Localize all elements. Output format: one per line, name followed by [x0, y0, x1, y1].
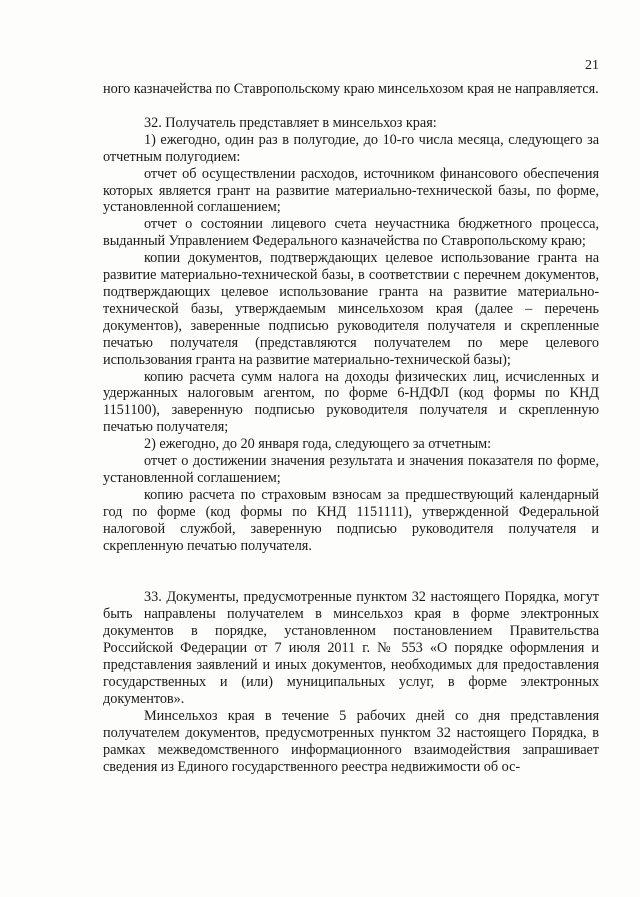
paragraph: 2) ежегодно, до 20 января года, следующего за отчетным:: [144, 436, 492, 453]
paragraph: 1) ежегодно, один раз в полугодие, до 10-го числа месяца, следующего за отчетным полугодием:: [103, 131, 599, 165]
paragraph: копию расчета сумм налога на доходы физических лиц, исчисленных и удержанных налоговым агентом, по форме 6-НДФЛ (код формы по КНД 1151100), заверенную подписью руководителя получателя и скрепленную печатью получателя;: [103, 368, 599, 436]
page-number: 21: [585, 58, 599, 73]
document-body: [103, 81, 599, 775]
paragraph: отчет о состоянии лицевого счета неучастника бюджетного процесса, выданный Управлением Федерального казначейства по Ставропольскому краю;: [103, 216, 599, 250]
paragraph: Минсельхоз края в течение 5 рабочих дней со дня представления получателем документов, предусмотренных пунктом 32 настоящего Порядка, в рамках межведомственного информационного взаимодействия запрашивает сведения из Единого государственного реестра недвижимости об ос-: [103, 707, 599, 775]
paragraph: копии документов, подтверждающих целевое использование гранта на развитие материально-технической базы, в соответствии с перечнем документов, подтверждающих целевое использование гранта на развитие материально-технической базы, утверждаемым минсельхозом края (далее – перечень документов), заверенные подписью руководителя получателя и скрепленные печатью получателя (представляются получателем по мере целевого использования гранта на развитие материально-технической базы);: [103, 250, 599, 368]
paragraph: ного казначейства по Ставропольскому краю минсельхозом края не направляется.: [103, 81, 599, 97]
paragraph: копию расчета по страховым взносам за предшествующий календарный год по форме (код формы по КНД 1151111), утвержденной Федеральной налоговой службой, заверенную подписью руководителя получателя и скрепленную печатью получателя.: [103, 486, 599, 554]
paragraph: отчет о достижении значения результата и значения показателя по форме, установленной соглашением;: [103, 453, 599, 486]
paragraph: 32. Получатель представляет в минсельхоз края:: [144, 114, 437, 131]
paragraph: отчет об осуществлении расходов, источником финансового обеспечения которых является грант на развитие материально-технической базы, по форме, установленной соглашением;: [103, 165, 599, 216]
paragraph: 33. Документы, предусмотренные пунктом 32 настоящего Порядка, могут быть направлены получателем в минсельхоз края в форме электронных документов в порядке, установленном постановлением Правительства Российской Федерации от 7 июля 2011 г. № 553 «О порядке оформления и представления заявлений и иных документов, необходимых для предоставления государственных и (или) муниципальных услуг, в форме электронных документов».: [103, 589, 599, 707]
